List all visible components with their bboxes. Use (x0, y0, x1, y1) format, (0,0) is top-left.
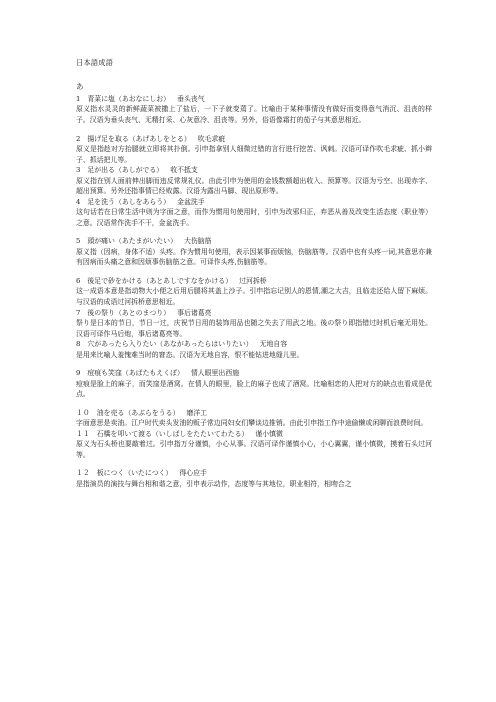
entry-phrase: 後の祭り（あとのまつり） (87, 308, 171, 317)
entry-number: １１ (76, 429, 90, 438)
entry-10 (76, 408, 432, 429)
entry-heading (76, 165, 432, 175)
entry-4 (76, 197, 432, 229)
entry-meaning: 垂头丧气 (177, 95, 205, 103)
entry-1 (76, 94, 432, 126)
entry-meaning: 得心应手 (179, 469, 207, 478)
entry-number: 4 (76, 197, 81, 206)
entry-meaning: 事后诸葛亮 (177, 308, 212, 317)
entry-phrase: 揚げ足を取る（あげあしをとる） (87, 134, 191, 143)
entry-body: 祭り是日本的节日，节日一过，庆祝节日用的装饰用品也随之失去了用武之地。後の祭り即指错过时机后毫无用处。汉语可译作马后炮，事后诸葛亮等。 (76, 318, 432, 338)
entry-meaning: 磨洋工 (186, 408, 208, 417)
entry-meaning: 过河拆桥 (239, 276, 267, 285)
entry-meaning: 情人眼里出西施 (190, 369, 240, 378)
document-title: 日本語成語 (76, 58, 113, 67)
entry-body: 原义指（因病，身体不适）头疼。作为惯用句使用，表示因某事而烦恼，伤脑筋等。汉语中也有头疼一词,其意思亦兼有因病而头痛之意和因烦事伤脑筋之意。可译作头疼,伤脑筋等。 (76, 247, 432, 267)
document-page (76, 58, 432, 489)
entry-heading (76, 368, 432, 378)
entry-heading (76, 134, 432, 144)
entry-body: 这句话若在日常生活中则为字面之意，而作为惯用句使用时，引申为改邪归正，弃恶从善及改变生活态度（职业等）之意。汉语常作洗手不干，金盆洗手。 (76, 208, 432, 227)
entry-heading (76, 308, 432, 318)
entry-number: 1 (76, 95, 81, 103)
entry-heading (76, 468, 432, 478)
entry-6 (76, 276, 432, 308)
entry-number: １０ (76, 408, 90, 417)
entry-7 (76, 308, 432, 340)
entry-phrase: 穴があったら入りたい（あながあったらはいりたい） (87, 340, 253, 349)
section-heading: あ (76, 82, 84, 91)
entry-phrase: 痘痕も笑窪（あばたもえくぼ） (87, 369, 184, 378)
entry-heading (76, 236, 432, 246)
entry-phrase: 頭が痛い（あたまがいたい） (87, 237, 177, 246)
entry-heading (76, 429, 432, 439)
entry-8 (76, 339, 432, 360)
entry-11 (76, 429, 432, 461)
entry-heading (76, 94, 432, 104)
entry-phrase: 青菜に塩（あおなにしお） (87, 95, 171, 103)
entry-3 (76, 165, 432, 197)
entry-heading (76, 339, 432, 349)
entry-body: 原义指水灵灵的新鲜蔬菜被撒上了盐后，一下子就变蔫了。比喻由于某种事情没有做好而变得意气消沉、沮丧的样子。汉语为垂头丧气、无精打采、心灰意冷、沮丧等。另外，俗语像霜打的茄子与其意思相近。 (76, 105, 432, 124)
entry-phrase: 油を売る（あぶらをうる） (96, 408, 180, 417)
entry-number: 8 (76, 340, 81, 349)
entry-phrase: 板につく（いたにつく） (96, 469, 173, 478)
entry-number: 9 (76, 369, 81, 378)
entry-number: 2 (76, 134, 81, 143)
entry-heading (76, 197, 432, 207)
entry-number: 7 (76, 308, 81, 317)
entry-body: 这一成语本意是指动物大小便之后用后腿将其盖上沙子。引申指忘记别人的恩情,潮之大吉，且临走还给人留下麻烦。与汉语的成语过河拆桥意思相近。 (76, 287, 432, 306)
entry-9 (76, 368, 432, 400)
entry-phrase: 石橋を叩いて渡る（いしばしをたたいてわたる） (96, 429, 249, 438)
entry-number: １２ (76, 469, 90, 478)
entry-meaning: 无地自容 (259, 340, 288, 349)
entry-body: 原义为石头桥也要敲着过。引申指万分谨慎，小心从事。汉语可译作谨慎小心，小心翼翼，谨小慎微，摸着石头过河等。 (76, 440, 432, 459)
entry-number: 6 (76, 276, 81, 285)
entry-body: 原义是指趁对方抬腿就立即将其扑倒。引申指拿别人细微过错的言行进行挖苦、讽刺。汉语可译作吹毛求疵、抓小辫子、抓话把儿等。 (76, 145, 432, 164)
entry-12 (76, 468, 432, 489)
entry-number: 5 (76, 237, 81, 246)
entry-body: 是指演员的演技与舞台相和谐之意，引申表示动作，态度等与其地位，职业相符，相吻合之 (76, 479, 352, 488)
entry-phrase: 足が出る（あしがでる） (87, 166, 164, 175)
entry-body: 痘痕是脸上的麻子，而笑窪是酒窝。在情人的眼里，脸上的麻子也成了酒窝。比喻相恋的人把对方的缺点也看成是优点。 (76, 379, 432, 399)
entry-heading (76, 408, 432, 418)
entry-meaning: 大伤脑筋 (183, 237, 212, 246)
entry-meaning: 收不抵支 (170, 166, 198, 175)
entry-body: 字面意思是卖油。江户时代卖头发油的贩子常边同妇女们攀谈边推销。由此引申指工作中途偷懒或闲聊而浪费时间。 (76, 419, 428, 428)
entry-meaning: 金盆洗手 (177, 197, 205, 206)
entry-meaning: 吹毛求疵 (197, 134, 226, 143)
entry-number: 3 (76, 166, 81, 175)
entry-5 (76, 236, 432, 268)
entry-phrase: 足を洗う（あしをあらう） (87, 197, 171, 206)
entry-meaning: 谨小慎微 (255, 429, 283, 438)
entry-heading (76, 276, 432, 286)
entry-2 (76, 134, 432, 166)
entry-phrase: 後足で砂をかける（あとあしですなをかける） (87, 276, 233, 285)
entry-body: 是用来比喻人羞愧难当时的窘态。汉语为无地自容，恨不能钻进地缝儿里。 (76, 350, 304, 359)
entry-body: 原义指在别人面前伸出脚而违反常规礼仪。由此引申为使用的金钱数额超出收入、预算等。汉语为亏空、出现赤字、超出预算。另外还指事情已经败露。汉语为露出马脚、现出原形等。 (76, 176, 432, 196)
